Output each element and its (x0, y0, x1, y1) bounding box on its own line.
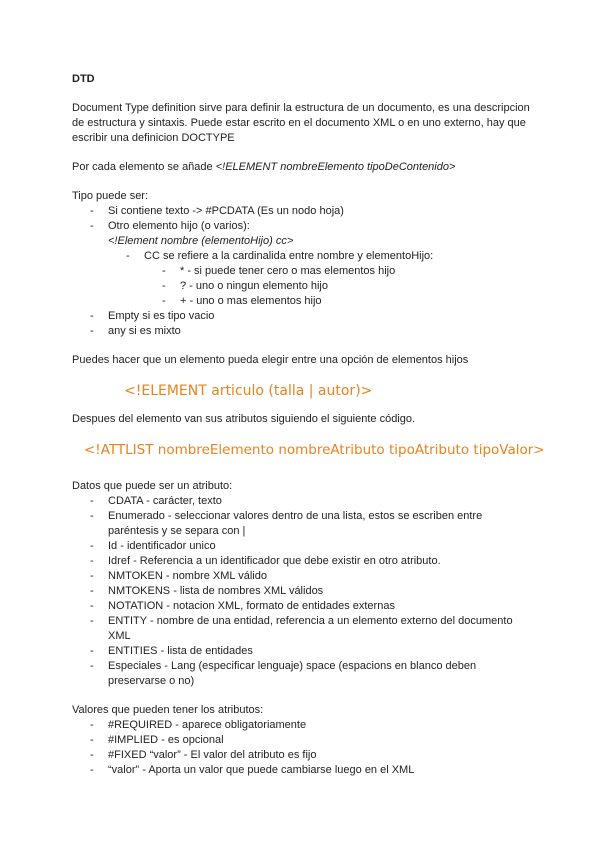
tipo-list (72, 204, 532, 339)
bullet-dash: - (162, 295, 166, 307)
bullet-dash: - (90, 205, 94, 217)
list-item (72, 733, 532, 748)
bullet-dash: - (90, 749, 94, 761)
bullet-dash: - (90, 719, 94, 731)
choice-paragraph: Puedes hacer que un elemento pueda elegir entre una opción de elementos hijos (72, 354, 469, 366)
list-item-text: CC se refiere a la cardinalida entre nombre y elementoHijo: (144, 250, 434, 262)
list-item-text: any si es mixto (108, 325, 181, 337)
list-item (72, 279, 532, 294)
tipo-header: Tipo puede ser: (72, 190, 149, 202)
list-item (72, 718, 532, 733)
bullet-dash: - (162, 265, 166, 277)
list-item-text: Otro elemento hijo (o varios): (108, 220, 250, 232)
list-item (72, 569, 532, 584)
list-item-text: NMTOKEN - nombre XML válido (108, 570, 267, 582)
list-item (72, 204, 532, 219)
attr-paragraph: Despues del elemento van sus atributos siguiendo el siguiente código. (72, 413, 416, 425)
bullet-dash: - (90, 310, 94, 322)
list-item (72, 249, 532, 264)
bullet-dash: - (162, 280, 166, 292)
list-item-text: #FIXED “valor” - El valor del atributo es fijo (108, 749, 317, 761)
bullet-dash: - (90, 220, 94, 232)
list-item-text: ? - uno o ningun elemento hijo (180, 280, 328, 292)
valores-header: Valores que pueden tener los atributos: (72, 704, 264, 716)
list-item-text: NMTOKENS - lista de nombres XML válidos (108, 585, 324, 597)
list-item (72, 748, 532, 763)
list-item (72, 494, 532, 509)
bullet-dash: - (90, 600, 94, 612)
bullet-dash: - (90, 325, 94, 337)
list-item (72, 264, 532, 279)
list-item-text: ENTITIES - lista de entidades (108, 645, 253, 657)
list-item (72, 659, 532, 689)
bullet-dash: - (90, 615, 94, 627)
list-item (72, 644, 532, 659)
attlist-heading: <!ATTLIST nombreElemento nombreAtributo tipoAtributo tipoValor> (84, 442, 545, 458)
list-item-text: CDATA - carácter, texto (108, 495, 222, 507)
list-item (72, 509, 532, 539)
bullet-dash: - (90, 585, 94, 597)
valores-list (72, 718, 532, 778)
bullet-dash: - (90, 660, 94, 672)
intro-paragraph: Document Type definition sirve para definir la estructura de un documento, es una descripcion de estructura y sintaxis. Puede estar escrito en el documento XML o en uno externo, hay que escribir una definicion DOCTYPE (72, 102, 530, 144)
bullet-dash: - (90, 540, 94, 552)
list-item-text: “valor” - Aporta un valor que puede cambiarse luego en el XML (108, 764, 415, 776)
list-item (72, 539, 532, 554)
list-item (72, 763, 532, 778)
list-item-text: Especiales - Lang (especificar lenguaje) space (espacions en blanco deben preservarse o no) (108, 660, 477, 687)
list-item-text: Id - identificador unico (108, 540, 216, 552)
element-paragraph (72, 160, 532, 175)
list-item-text: #REQUIRED - aparece obligatoriamente (108, 719, 307, 731)
list-item (72, 324, 532, 339)
hijo-syntax: <!Element nombre (elementoHijo) cc> (108, 235, 294, 247)
bullet-dash: - (90, 764, 94, 776)
list-item (72, 614, 532, 644)
list-item-syntax (72, 234, 532, 249)
bullet-dash: - (90, 570, 94, 582)
list-item-text: Si contiene texto -> #PCDATA (Es un nodo hoja) (108, 205, 344, 217)
list-item (72, 584, 532, 599)
list-item-text: #IMPLIED - es opcional (108, 734, 224, 746)
list-item-text: + - uno o mas elementos hijo (180, 295, 322, 307)
list-item-text: Idref - Referencia a un identificador que debe existir en otro atributo. (108, 555, 441, 567)
element-prefix: Por cada elemento se añade (72, 161, 216, 173)
bullet-dash: - (90, 734, 94, 746)
example-element-heading: <!ELEMENT articulo (talla | autor)> (124, 383, 373, 399)
bullet-dash: - (126, 250, 130, 262)
list-item-text: Empty si es tipo vacio (108, 310, 215, 322)
bullet-dash: - (90, 510, 94, 522)
list-item (72, 294, 532, 309)
list-item (72, 599, 532, 614)
page-title: DTD (72, 73, 95, 85)
list-item (72, 219, 532, 234)
list-item-text: ENTITY - nombre de una entidad, referencia a un elemento externo del documento XML (108, 615, 513, 642)
list-item (72, 554, 532, 569)
bullet-dash: - (90, 645, 94, 657)
bullet-dash: - (90, 495, 94, 507)
element-syntax: <!ELEMENT nombreElemento tipoDeContenido> (215, 161, 456, 173)
list-item-text: NOTATION - notacion XML, formato de entidades externas (108, 600, 395, 612)
bullet-dash: - (90, 555, 94, 567)
document-page (72, 72, 545, 792)
datos-list (72, 494, 532, 689)
list-item-text: Enumerado - seleccionar valores dentro de una lista, estos se escriben entre paréntesis y se separa con | (108, 510, 483, 537)
list-item-text: * - si puede tener cero o mas elementos hijo (180, 265, 396, 277)
list-item (72, 309, 532, 324)
datos-header: Datos que puede ser un atributo: (72, 480, 233, 492)
